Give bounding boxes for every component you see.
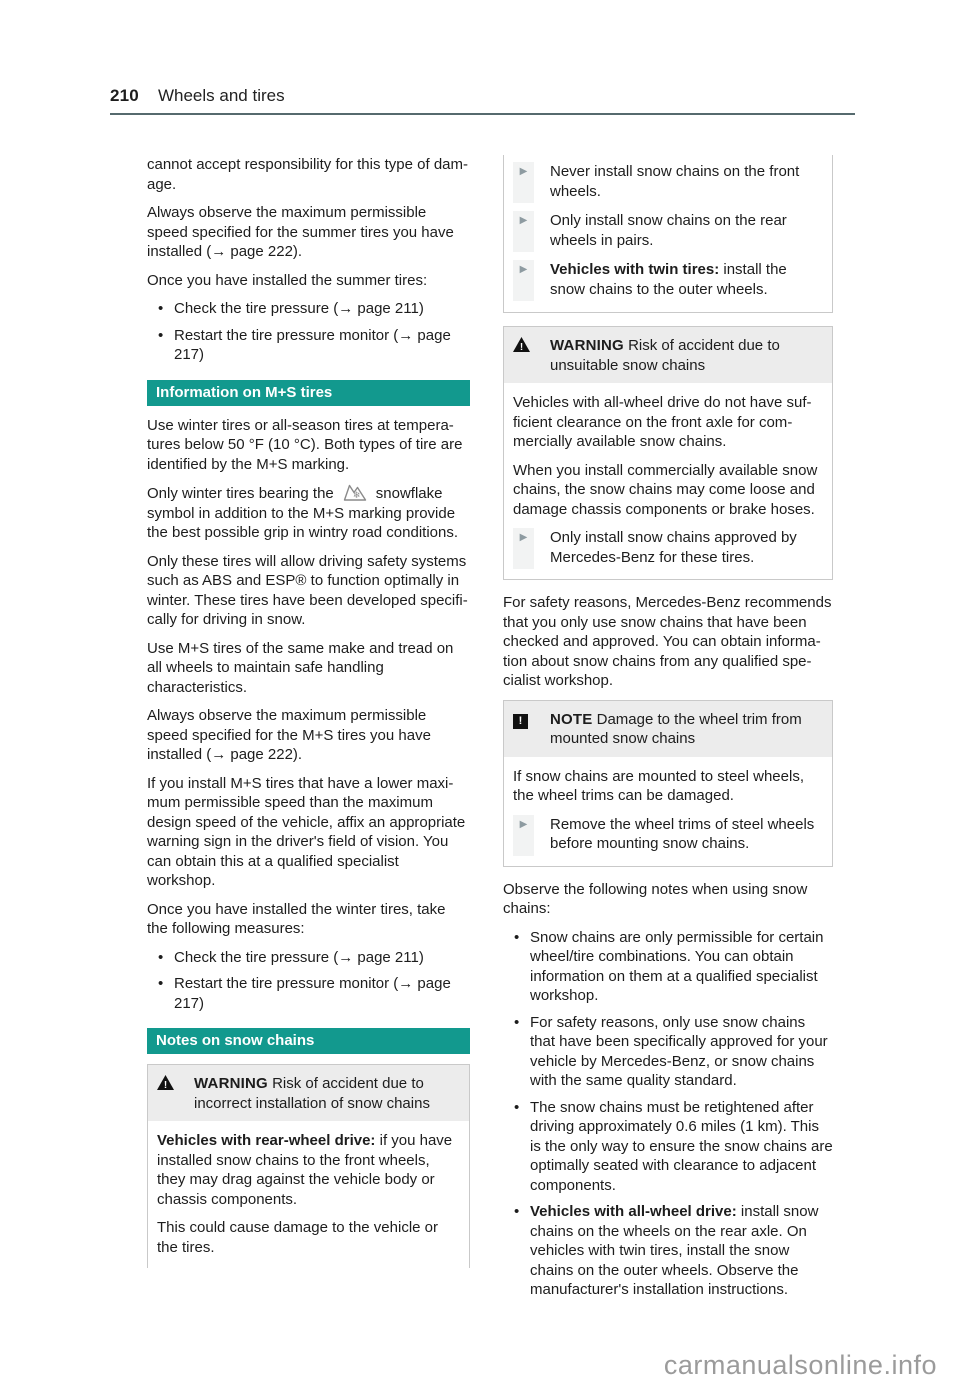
instruction-item: ▶ Vehicles with twin tires: install the snow chains to the outer wheels. [513, 260, 823, 299]
page-header [110, 86, 855, 115]
paragraph: Once you have installed the winter tires, take the following measures: [147, 900, 446, 937]
warning-icon [513, 337, 530, 352]
paragraph: Only these tires will allow driving safety systems such as ABS and ESP® to function optimally in winter. These tires have been developed specifically for driving in snow. [147, 552, 468, 628]
bullet-icon: • [158, 326, 164, 344]
paragraph: Use M+S tires of the same make and tread on all wheels to maintain safe handling characteristics. [147, 639, 454, 696]
warning-box-header: ! WARNING Risk of accident due to unsuitable snow chains [504, 327, 832, 383]
content-columns [147, 155, 960, 1311]
paragraph: If snow chains are mounted to steel wheels, the wheel trims can be damaged. [513, 767, 804, 804]
svg-text:!: ! [163, 1080, 168, 1091]
instruction-item: ▶ Only install snow chains approved by Mercedes-Benz for these tires. [513, 528, 823, 567]
list-item: • Restart the tire pressure monitor (→ page 217) [147, 326, 470, 365]
warning-icon [157, 1075, 174, 1090]
left-column [147, 155, 470, 1311]
bullet-icon: • [514, 928, 520, 946]
list-item: • Check the tire pressure (→ page 211) [147, 948, 470, 968]
list-item: • Vehicles with all-wheel drive: install snow chains on the wheels on the rear axle. On vehicles with twin tires, install the snow chains on the outer wheels. Observe the manufacturer's installation instructions. [503, 1202, 833, 1300]
instruction-gutter [513, 528, 534, 569]
paragraph: Always observe the maximum permissible speed specified for the M+S tires you have installed (→ page 222). [147, 707, 431, 763]
section-header-snow-chains: Notes on snow chains [147, 1028, 470, 1054]
bullet-icon: • [514, 1203, 520, 1220]
svg-text:!: ! [519, 342, 524, 353]
alpine-snowflake-icon [343, 483, 367, 501]
paragraph: Vehicles with rear-wheel drive: if you have installed snow chains to the front wheels, they may drag against the vehicle body or chassis components. [157, 1132, 453, 1208]
list-item: • For safety reasons, only use snow chains that have been specifically approved for your vehicle by Mercedes-Benz, or snow chains with the same quality standard. [503, 1013, 833, 1091]
warning-label: WARNING [550, 337, 624, 354]
instruction-item: ▶ Remove the wheel trims of steel wheels before mounting snow chains. [513, 815, 823, 854]
arrow-bullet-icon: ▶ [519, 532, 528, 543]
paragraph: For safety reasons, Mercedes-Benz recommends that you only use snow chains that have been checked and approved. You can obtain information about snow chains from any qualified specialist workshop. [503, 594, 832, 689]
arrow-bullet-icon: ▶ [519, 215, 528, 226]
instruction-gutter [513, 162, 534, 203]
paragraph: Use winter tires or all-season tires at temperatures below 50 °F (10 °C). Both types of tire are identified by the M+S marking. [147, 416, 463, 473]
warning-box-incorrect-installation [147, 1064, 470, 1268]
chapter-title: Wheels and tires [157, 86, 285, 105]
bullet-icon: • [514, 1013, 520, 1031]
section-header-ms-tires: Information on M+S tires [147, 380, 470, 406]
winter-tire-steps [147, 948, 470, 1014]
summer-tire-steps [147, 299, 470, 365]
bullet-icon: • [514, 1098, 520, 1116]
list-item: • The snow chains must be retightened after driving approximately 0.6 miles (1 km). This is the only way to ensure the snow chains are optimally seated with clearance to adjacent components. [503, 1098, 833, 1196]
note-box-body [504, 757, 832, 866]
note-icon: ! [513, 714, 528, 729]
instruction-gutter [513, 260, 534, 301]
svg-text:❄: ❄ [352, 490, 361, 501]
list-item: • Snow chains are only permissible for certain wheel/tire combinations. You can obtain information on them at a qualified specialist workshop. [503, 928, 833, 1006]
instruction-gutter [513, 815, 534, 856]
paragraph: If you install M+S tires that have a lower maximum permissible speed than the maximum design speed of the vehicle, affix an appropriate warning sign in the driver's field of vision. You can obtain this at a qualified specialist workshop. [147, 774, 466, 889]
paragraph: Once you have installed the summer tires: [147, 271, 428, 289]
paragraph: Observe the following notes when using snow chains: [503, 880, 808, 917]
paragraph: Vehicles with all-wheel drive do not have sufficient clearance on the front axle for commercially available snow chains. [513, 394, 812, 450]
instruction-item: ▶ Only install snow chains on the rear wheels in pairs. [513, 211, 823, 250]
instruction-gutter [513, 211, 534, 252]
list-item: • Check the tire pressure (→ page 211) [147, 299, 470, 319]
list-item: • Restart the tire pressure monitor (→ page 217) [147, 974, 470, 1013]
paragraph: When you install commercially available snow chains, the snow chains may come loose and damage chassis components or brake hoses. [513, 461, 818, 518]
continued-instruction-box [503, 155, 833, 313]
note-box-wheel-trim [503, 700, 833, 867]
arrow-bullet-icon: ▶ [519, 166, 528, 177]
warning-box-unsuitable-chains [503, 326, 833, 580]
arrow-bullet-icon: ▶ [519, 264, 528, 275]
warning-box-body [148, 1121, 469, 1268]
watermark: carmanualsonline.info [663, 1350, 937, 1380]
note-label: NOTE [550, 710, 593, 728]
paragraph: cannot accept responsibility for this type of damage. [147, 156, 468, 193]
bullet-icon: • [158, 975, 164, 992]
right-column [503, 155, 833, 1311]
warning-label: WARNING [194, 1075, 268, 1092]
bullet-icon: • [158, 300, 164, 317]
bullet-icon: • [158, 948, 164, 966]
paragraph: Always observe the maximum permissible speed specified for the summer tires you have installed (→ page 222). [147, 204, 454, 260]
note-box-header: ! NOTE Damage to the wheel trim from mounted snow chains [504, 701, 832, 757]
paragraph-with-snowflake: Only winter tires bearing the ❄ snowflake symbol in addition to the M+S marking provide the best possible grip in wintry road conditions. [147, 485, 459, 541]
page-number: 210 [110, 86, 139, 105]
warning-box-header: ! WARNING Risk of accident due to incorrect installation of snow chains [148, 1065, 469, 1121]
instruction-item: ▶ Never install snow chains on the front wheels. [513, 162, 823, 201]
snow-chain-notes [503, 928, 833, 1300]
warning-box-body [504, 383, 832, 579]
paragraph: This could cause damage to the vehicle or the tires. [157, 1219, 438, 1256]
arrow-bullet-icon: ▶ [519, 818, 528, 830]
